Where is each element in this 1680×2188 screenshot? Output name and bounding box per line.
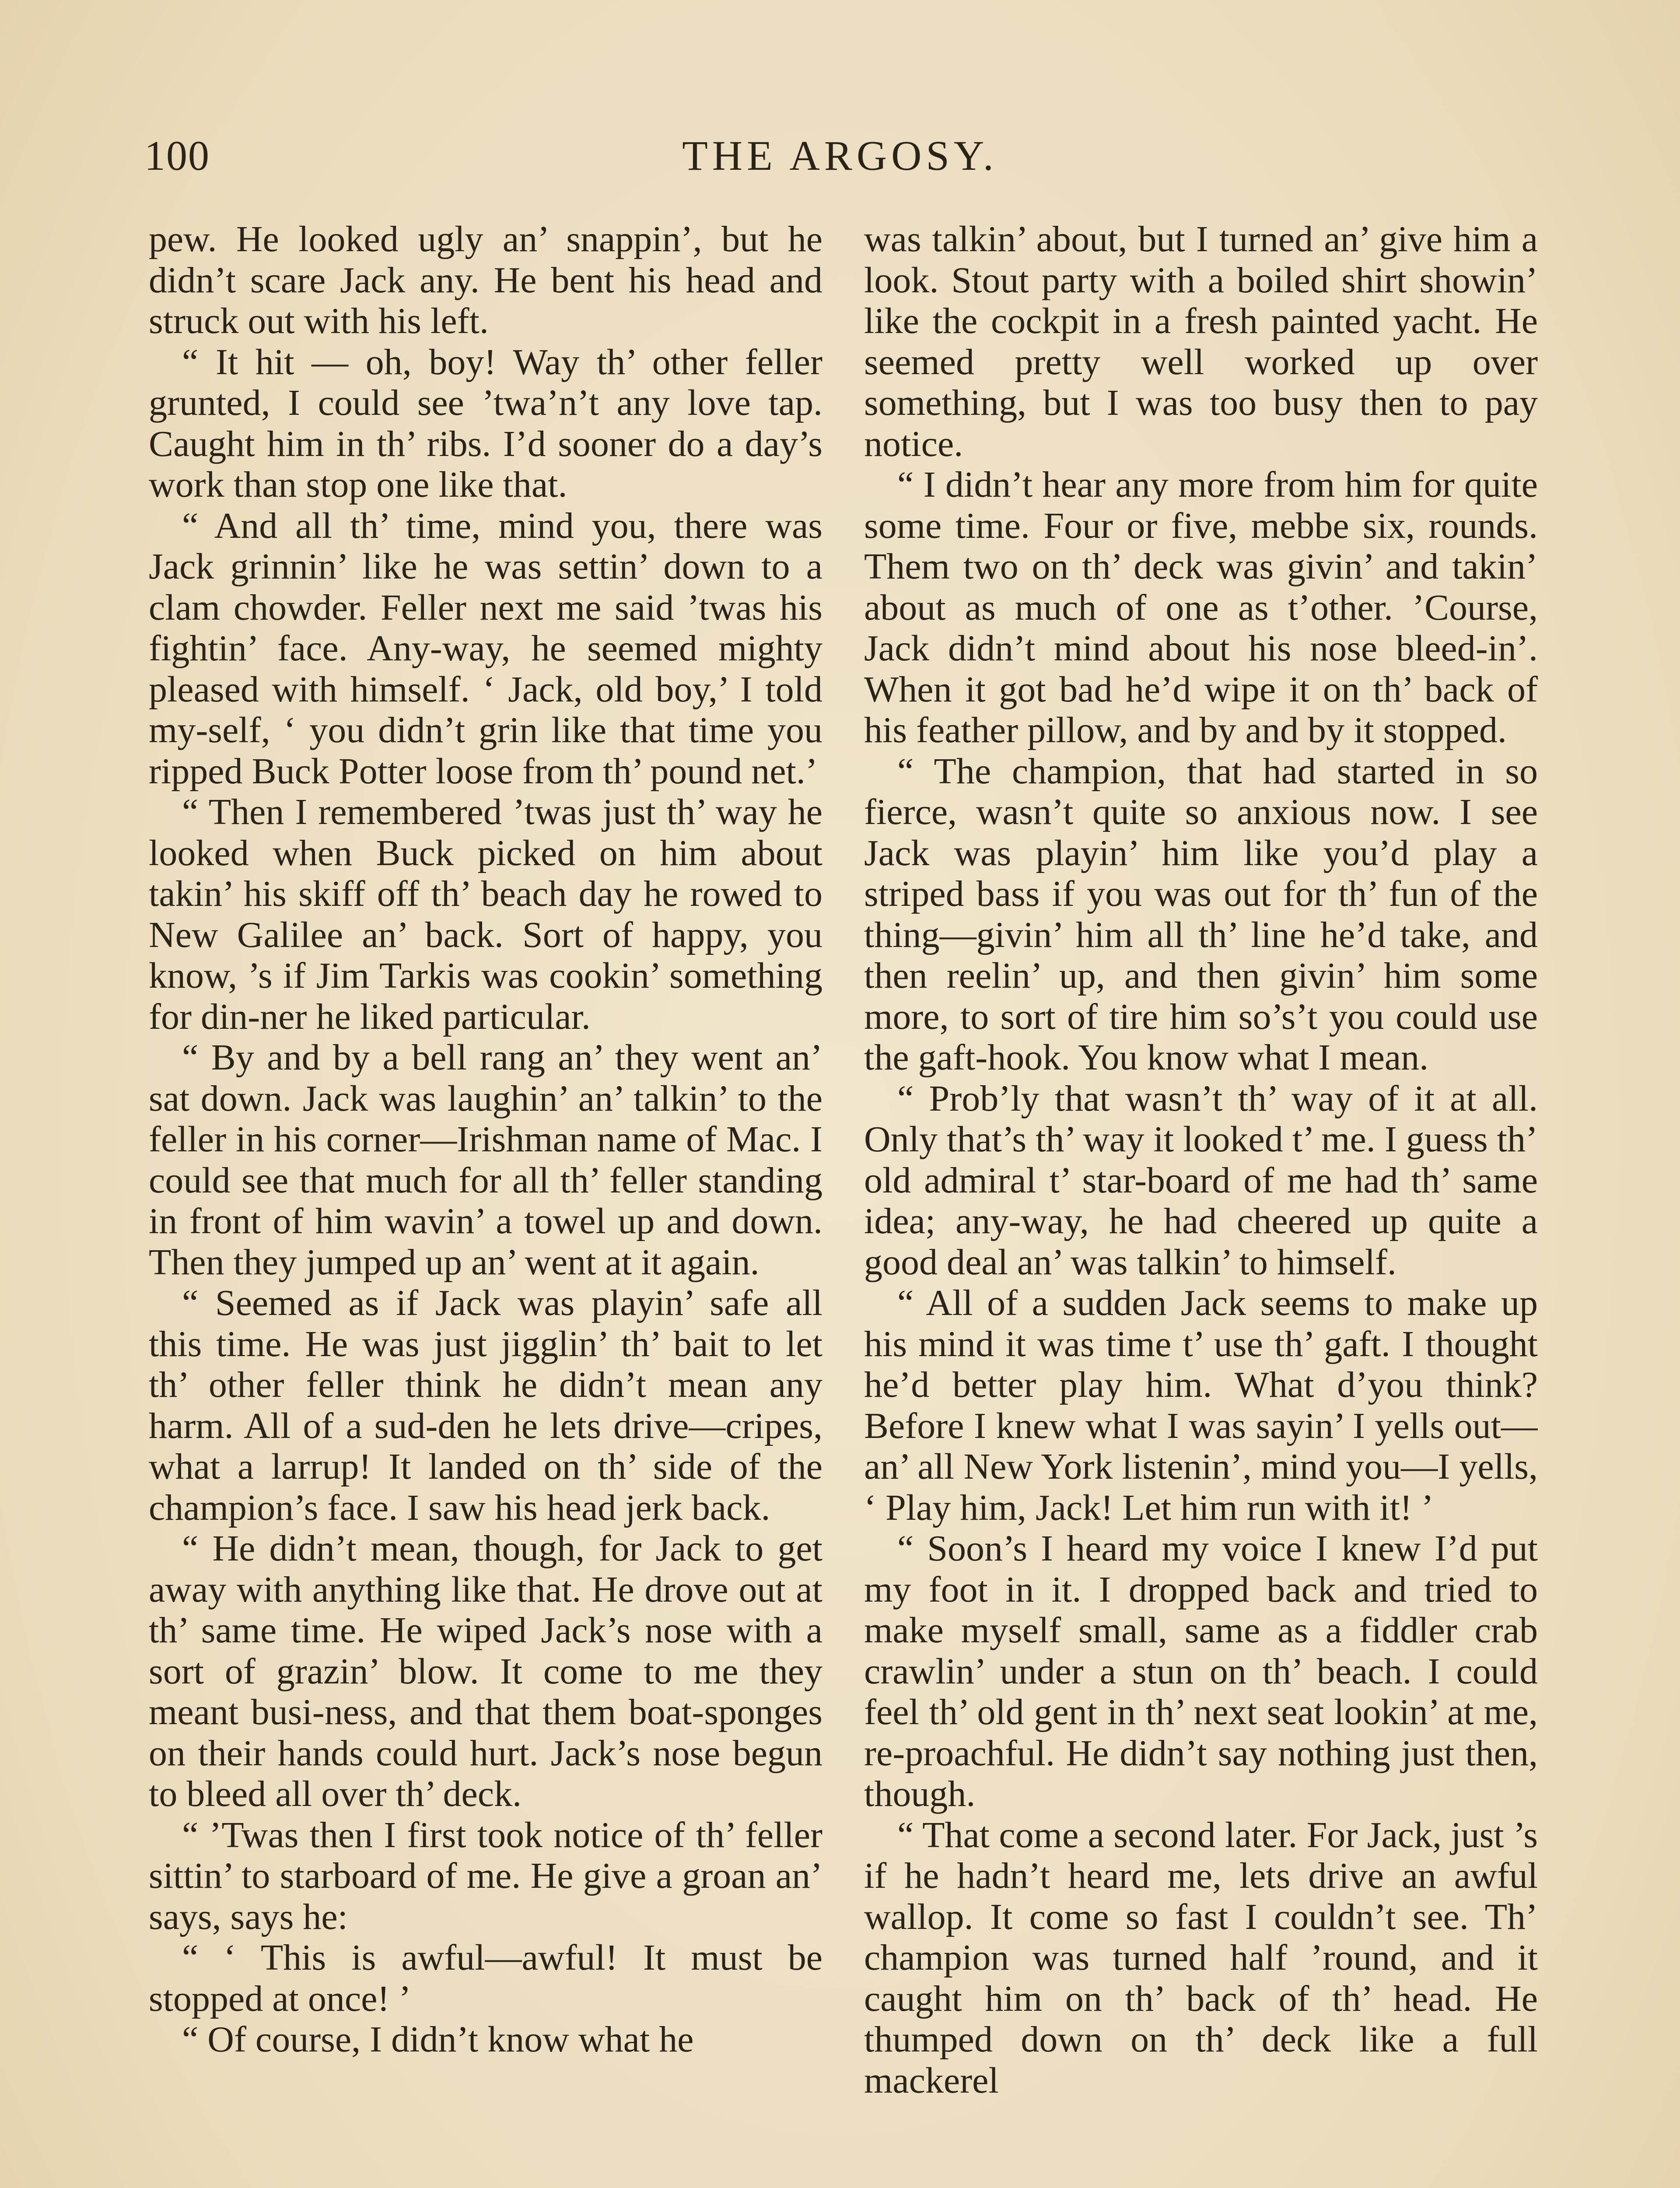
paragraph: “ He didn’t mean, though, for Jack to get away with anything like that. He drove out at th’ same time. He wiped Jack’s nose with a sort of grazin’ blow. It come to me they meant busi-ness, and that them boat-sponges on their hands could hurt. Jack’s nose begun to bleed all over th’ deck.: [149, 1528, 822, 1814]
paragraph: “ That come a second later. For Jack, just ’s if he hadn’t heard me, lets drive an awful wallop. It come so fast I couldn’t see. Th’ champion was turned half ’round, and it caught him on th’ back of th’ head. He thumped down on th’ deck like a full mackerel: [864, 1814, 1538, 2101]
paragraph: “ Soon’s I heard my voice I knew I’d put my foot in it. I dropped back and tried to make myself small, same as a fiddler crab crawlin’ under a stun on th’ beach. I could feel th’ old gent in th’ next seat lookin’ at me, re-proachful. He didn’t say nothing just then, though.: [864, 1528, 1538, 1814]
paragraph: “ Then I remembered ’twas just th’ way he looked when Buck picked on him about takin’ his skiff off th’ beach day he rowed to New Galilee an’ back. Sort of happy, you know, ’s if Jim Tarkis was cookin’ something for din-ner he liked particular.: [149, 792, 822, 1037]
paragraph: “ Seemed as if Jack was playin’ safe all this time. He was just jigglin’ th’ bait to let th’ other feller think he didn’t mean any harm. All of a sud-den he lets drive—cripes, what a larrup! It landed on th’ side of the champion’s face. I saw his head jerk back.: [149, 1283, 822, 1528]
page-header: [144, 131, 1536, 188]
paragraph: “ I didn’t hear any more from him for quite some time. Four or five, mebbe six, rounds. Them two on th’ deck was givin’ and takin’ about as much of one as t’other. ’Course, Jack didn’t mind about his nose bleed-in’. When it got bad he’d wipe it on th’ back of his feather pillow, and by and by it stopped.: [864, 464, 1538, 750]
paragraph: “ All of a sudden Jack seems to make up his mind it was time t’ use th’ gaft. I thought he’d better play him. What d’you think? Before I knew what I was sayin’ I yells out—an’ all New York listenin’, mind you—I yells, ‘ Play him, Jack! Let him run with it! ’: [864, 1283, 1538, 1528]
paragraph: pew. He looked ugly an’ snappin’, but he didn’t scare Jack any. He bent his head and struck out with his left.: [149, 219, 822, 341]
running-title: THE ARGOSY.: [682, 132, 998, 179]
paragraph: “ It hit — oh, boy! Way th’ other feller grunted, I could see ’twa’n’t any love tap. Caught him in th’ ribs. I’d sooner do a day’s work than stop one like that.: [149, 341, 822, 505]
paragraph: “ ‘ This is awful—awful! It must be stopped at once! ’: [149, 1937, 822, 2019]
paragraph: “ Prob’ly that wasn’t th’ way of it at all. Only that’s th’ way it looked t’ me. I guess th’ old admiral t’ star-board of me had th’ same idea; any-way, he had cheered up quite a good deal an’ was talkin’ to himself.: [864, 1078, 1538, 1283]
left-column: [149, 219, 822, 2188]
paragraph: “ Of course, I didn’t know what he: [182, 2019, 694, 2060]
paragraph: “ By and by a bell rang an’ they went an’ sat down. Jack was laughin’ an’ talkin’ to the feller in his corner—Irishman name of Mac. I could see that much for all th’ feller standing in front of him wavin’ a towel up and down. Then they jumped up an’ went at it again.: [149, 1037, 822, 1283]
paragraph: “ ’Twas then I first took notice of th’ feller sittin’ to starboard of me. He give a groan an’ says, says he:: [149, 1814, 822, 1937]
page-number: 100: [144, 132, 210, 179]
paragraph: “ The champion, that had started in so fierce, wasn’t quite so anxious now. I see Jack was playin’ him like you’d play a striped bass if you was out for th’ fun of the thing—givin’ him all th’ line he’d take, and then reelin’ up, and then givin’ him some more, to sort of tire him so’s’t you could use the gaft-hook. You know what I mean.: [864, 750, 1538, 1078]
paragraph: “ And all th’ time, mind you, there was Jack grinnin’ like he was settin’ down to a clam chowder. Feller next me said ’twas his fightin’ face. Any-way, he seemed mighty pleased with himself. ‘ Jack, old boy,’ I told my-self, ‘ you didn’t grin like that time you ripped Buck Potter loose from th’ pound net.’: [149, 505, 822, 792]
right-column: [864, 219, 1538, 2188]
paragraph: was talkin’ about, but I turned an’ give him a look. Stout party with a boiled shirt showin’ like the cockpit in a fresh painted yacht. He seemed pretty well worked up over something, but I was too busy then to pay notice.: [864, 219, 1538, 464]
